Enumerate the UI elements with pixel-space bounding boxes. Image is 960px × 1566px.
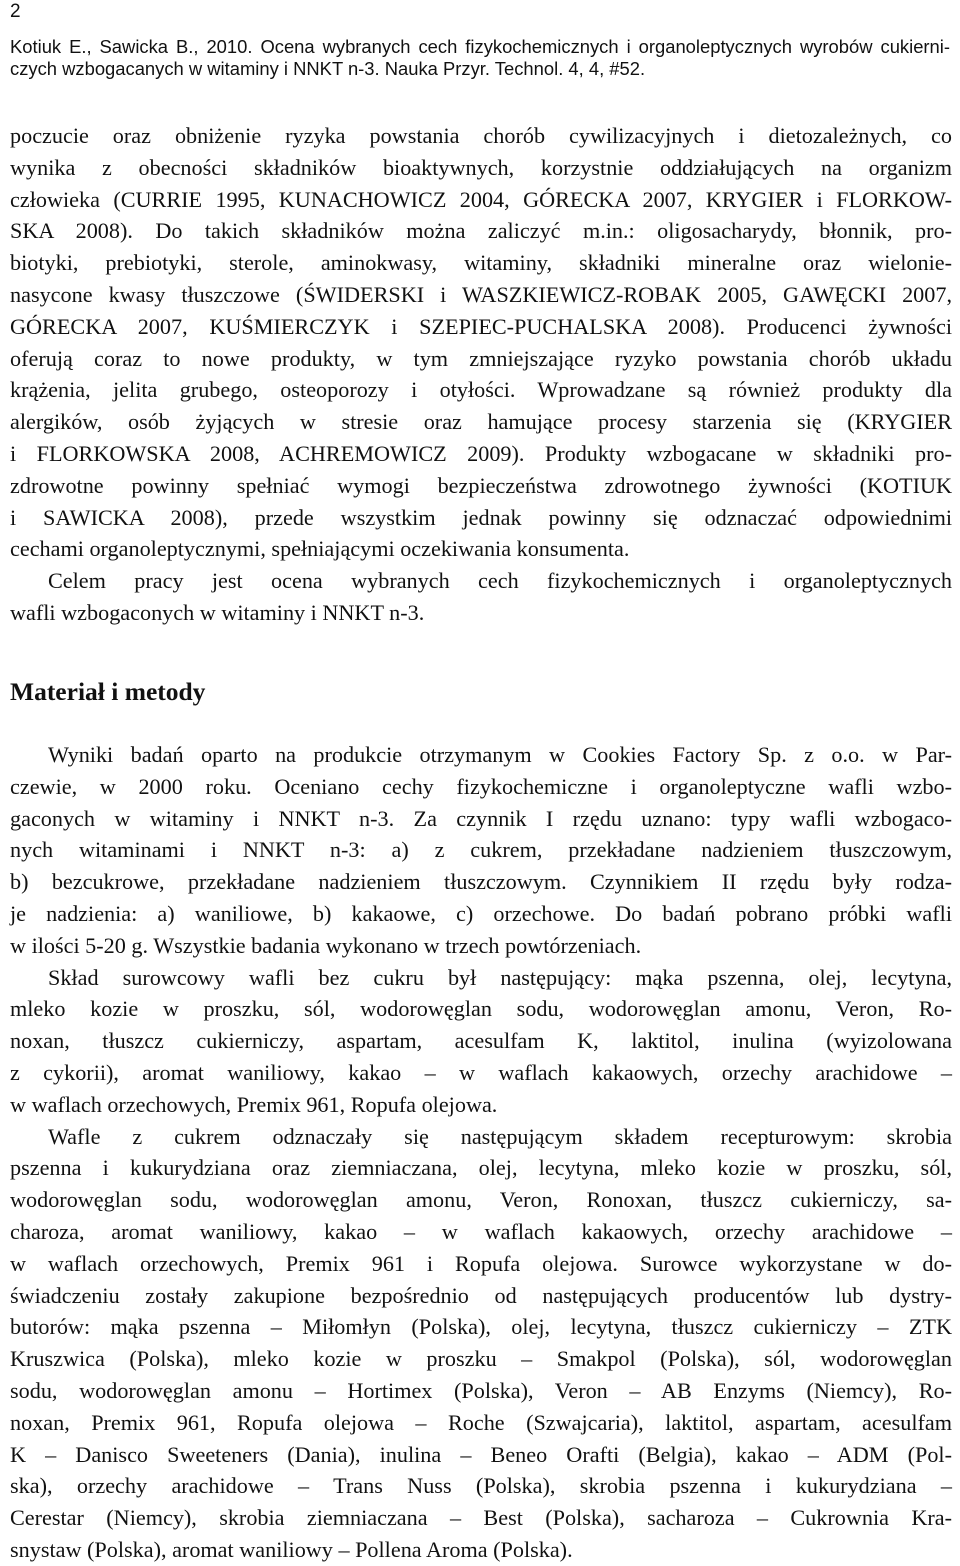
section-heading-materials-methods: Materiał i metody	[10, 677, 206, 706]
citation-line: Kotiuk E., Sawicka B., 2010. Ocena wybranych cech fizykochemicznych i organoleptycznych wyrobów cukierni-	[10, 36, 950, 57]
text-line: K – Danisco Sweeteners (Dania), inulina – Beneo Orafti (Belgia), kakao – ADM (Pol-	[10, 1441, 952, 1467]
text-line: i FLORKOWSKA 2008, ACHREMOWICZ 2009). Produkty wzbogacane w składniki pro-	[10, 440, 952, 466]
text-line: butorów: mąka pszenna – Miłomłyn (Polska), olej, lecytyna, tłuszcz cukierniczy – ZTK	[10, 1314, 952, 1340]
text-line: je nadzienia: a) waniliowe, b) kakaowe, c) orzechowe. Do badań pobrano próbki wafli	[10, 900, 952, 926]
text-line: poczucie oraz obniżenie ryzyka powstania chorób cywilizacyjnych i dietozależnych, co	[10, 123, 952, 148]
text-line: w waflach orzechowych, Premix 961 i Ropufa olejowa. Surowce wykorzystane w do-	[10, 1250, 952, 1276]
text-line: Wyniki badań oparto na produkcie otrzymanym w Cookies Factory Sp. z o.o. w Par-	[48, 742, 952, 767]
text-line: sodu, wodorowęglan amonu – Hortimex (Polska), Veron – AB Enzyms (Niemcy), Ro-	[10, 1377, 952, 1403]
text-line: SKA 2008). Do takich składników można zaliczyć m.in.: oligosacharydy, błonnik, pro-	[10, 218, 952, 244]
text-line: czewie, w 2000 roku. Oceniano cechy fizykochemiczne i organoleptyczne wafli wzbo-	[10, 773, 952, 799]
text-line: świadczeniu zostały zakupione bezpośrednio od następujących producentów lub dystry-	[10, 1282, 952, 1308]
text-line: w ilości 5-20 g. Wszystkie badania wykonano w trzech powtórzeniach.	[10, 932, 642, 958]
text-line: człowieka (CURRIE 1995, KUNACHOWICZ 2004, GÓRECKA 2007, KRYGIER i FLORKOW-	[10, 186, 952, 212]
text-line: Celem pracy jest ocena wybranych cech fizykochemicznych i organoleptycznych	[48, 568, 952, 594]
text-line: mleko kozie w proszku, sól, wodorowęglan sodu, wodorowęglan amonu, Veron, Ro-	[10, 996, 952, 1022]
text-line: biotyki, prebiotyki, sterole, aminokwasy, witaminy, składniki mineralne oraz wielonie-	[10, 250, 952, 276]
text-line: pszenna i kukurydziana oraz ziemniaczana, olej, lecytyna, mleko kozie w proszku, sól,	[10, 1155, 952, 1181]
text-line: zdrowotne powinny spełniać wymogi bezpieczeństwa zdrowotnego żywności (KOTIUK	[10, 472, 952, 498]
text-line: noxan, Premix 961, Ropufa olejowa – Roche (Szwajcaria), laktitol, aspartam, acesulfam	[10, 1409, 952, 1435]
text-line: alergików, osób żyjących w stresie oraz hamujące procesy starzenia się (KRYGIER	[10, 409, 952, 435]
text-line: Kruszwica (Polska), mleko kozie w proszku – Smakpol (Polska), sól, wodorowęglan	[10, 1346, 952, 1372]
text-line: nych witaminami i NNKT n-3: a) z cukrem, przekładane nadzieniem tłuszczowym,	[10, 837, 952, 863]
text-line: ska), orzechy arachidowe – Trans Nuss (Polska), skrobia pszenna i kukurydziana –	[10, 1473, 952, 1499]
page-number: 2	[10, 1, 21, 22]
citation-line: czych wzbogacanych w witaminy i NNKT n-3. Nauka Przyr. Technol. 4, 4, #52.	[10, 58, 646, 79]
text-line: wafli wzbogaconych w witaminy i NNKT n-3.	[10, 599, 425, 625]
text-line: z cykorii), aromat waniliowy, kakao – w waflach kakaowych, orzechy arachidowe –	[10, 1059, 952, 1085]
methods-paragraphs	[10, 739, 952, 1566]
text-line: Wafle z cukrem odznaczały się następującym składem recepturowym: skrobia	[48, 1123, 952, 1149]
text-line: Cerestar (Niemcy), skrobia ziemniaczana – Best (Polska), sacharoza – Cukrownia Kra-	[10, 1505, 952, 1531]
intro-paragraph	[10, 120, 952, 629]
text-line: wodorowęglan sodu, wodorowęglan amonu, Veron, Ronoxan, tłuszcz cukierniczy, sa-	[10, 1187, 952, 1213]
text-line: w waflach orzechowych, Premix 961, Ropufa olejowa.	[10, 1091, 498, 1117]
text-line: gaconych w witaminy i NNKT n-3. Za czynnik I rzędu uznano: typy wafli wzbogaco-	[10, 805, 952, 831]
text-line: cechami organoleptycznymi, spełniającymi oczekiwania konsumenta.	[10, 536, 630, 562]
text-line: oferują coraz to nowe produkty, w tym zmniejszające ryzyko powstania chorób układu	[10, 345, 952, 371]
text-line: wynika z obecności składników bioaktywnych, korzystnie oddziałujących na organizm	[10, 154, 952, 180]
text-line: i SAWICKA 2008), przede wszystkim jednak powinny się odznaczać odpowiednimi	[10, 504, 952, 530]
text-line: noxan, tłuszcz cukierniczy, aspartam, acesulfam K, laktitol, inulina (wyizolowana	[10, 1028, 952, 1054]
text-line: GÓRECKA 2007, KUŚMIERCZYK i SZEPIEC-PUCHALSKA 2008). Producenci żywności	[10, 313, 952, 339]
text-line: charoza, aromat waniliowy, kakao – w waflach kakaowych, orzechy arachidowe –	[10, 1218, 952, 1244]
text-line: krążenia, jelita grubego, osteoporozy i otyłości. Wprowadzane są również produkty dla	[10, 377, 952, 403]
text-line: nasycone kwasy tłuszczowe (ŚWIDERSKI i WASZKIEWICZ-ROBAK 2005, GAWĘCKI 2007,	[10, 281, 952, 307]
text-line: b) bezcukrowe, przekładane nadzieniem tłuszczowym. Czynnikiem II rzędu były rodza-	[10, 869, 952, 895]
text-line: Skład surowcowy wafli bez cukru był następujący: mąka pszenna, olej, lecytyna,	[48, 964, 952, 990]
text-line: snystaw (Polska), aromat waniliowy – Pollena Aroma (Polska).	[10, 1536, 573, 1562]
article-citation	[10, 36, 950, 80]
